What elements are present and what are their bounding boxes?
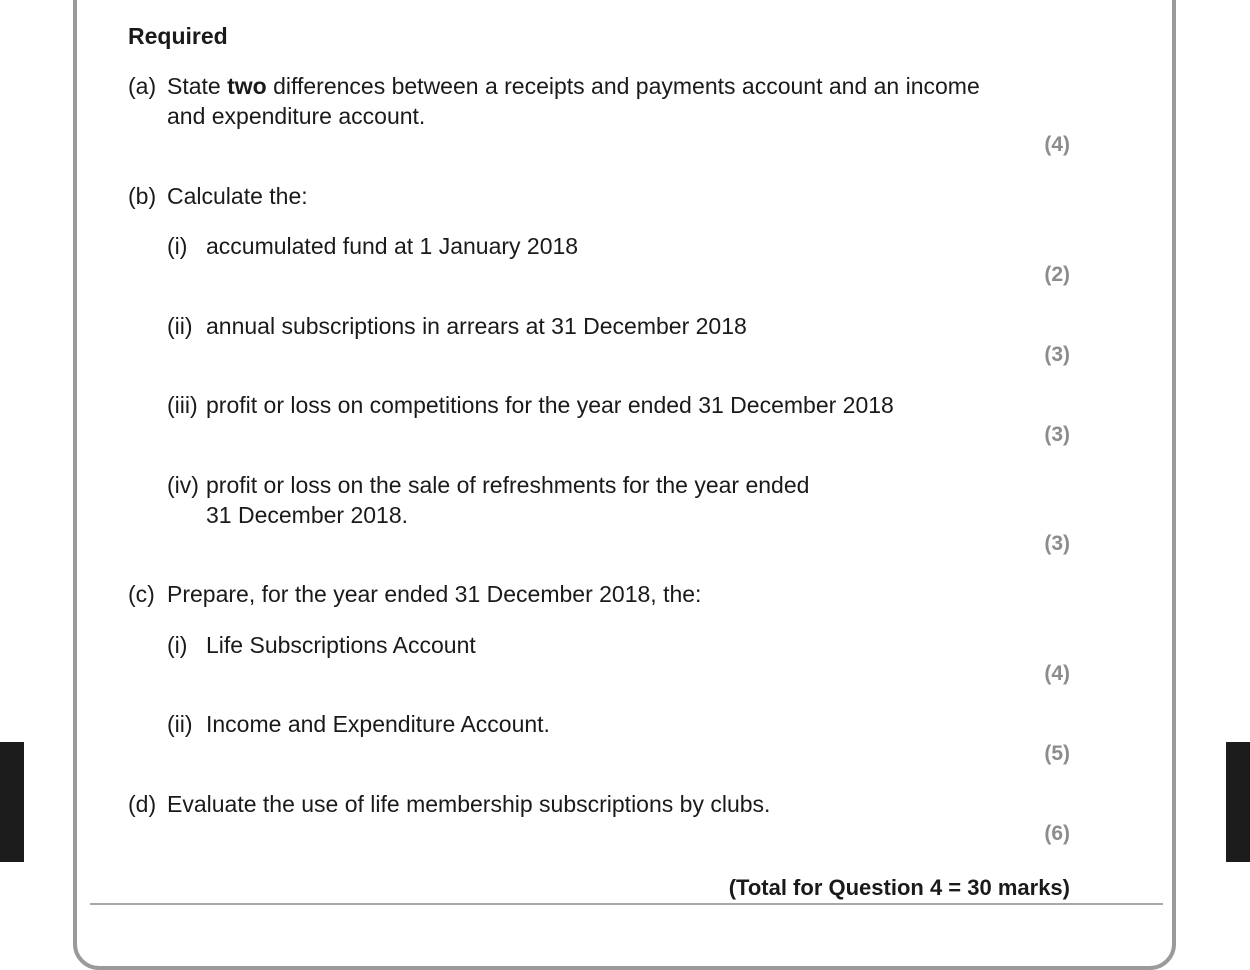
part-b-ii-label: (ii) (167, 313, 193, 339)
part-b-iii-text: profit or loss on competitions for the year ended 31 December 2018 (206, 392, 894, 418)
part-d-text: Evaluate the use of life membership subscriptions by clubs. (167, 791, 771, 817)
part-a-text-line1 (167, 71, 980, 101)
part-b-i-label: (i) (167, 233, 188, 259)
total-divider (90, 903, 1163, 905)
part-c-i-text: Life Subscriptions Account (206, 632, 476, 658)
part-b-i-text: accumulated fund at 1 January 2018 (206, 233, 579, 259)
part-a-text-post: differences between a receipts and payments account and an income (266, 73, 980, 99)
part-c-ii-marks: (5) (1044, 742, 1070, 765)
part-b-ii-text: annual subscriptions in arrears at 31 December 2018 (206, 313, 747, 339)
question-total: (Total for Question 4 = 30 marks) (728, 875, 1070, 900)
left-margin-marker (0, 742, 24, 862)
part-c-i-marks: (4) (1044, 662, 1070, 685)
part-a-label: (a) (128, 73, 157, 99)
part-c-text: Prepare, for the year ended 31 December 2018, the: (167, 581, 702, 607)
right-margin-marker (1226, 742, 1250, 862)
part-d-label: (d) (128, 791, 157, 817)
part-b-iii-label: (iii) (167, 392, 198, 418)
part-b-ii-marks: (3) (1044, 343, 1070, 366)
part-a-text-line2: and expenditure account. (167, 103, 426, 129)
part-b-text: Calculate the: (167, 183, 308, 209)
part-a-text-bold: two (227, 73, 267, 99)
part-b-i-marks: (2) (1044, 263, 1070, 286)
part-c-label: (c) (128, 581, 155, 607)
part-d-marks: (6) (1044, 822, 1070, 845)
part-a-text-pre: State (167, 73, 228, 99)
part-b-iv-text-line2: 31 December 2018. (206, 502, 409, 528)
part-a-marks: (4) (1044, 133, 1070, 156)
part-c-ii-label: (ii) (167, 711, 193, 737)
part-c-i-label: (i) (167, 632, 188, 658)
part-b-label: (b) (128, 183, 157, 209)
part-b-iii-marks: (3) (1044, 423, 1070, 446)
part-b-iv-text-line1: profit or loss on the sale of refreshments for the year ended (206, 472, 810, 498)
required-heading: Required (128, 23, 228, 49)
part-c-ii-text: Income and Expenditure Account. (206, 711, 550, 737)
part-b-iv-marks: (3) (1044, 532, 1070, 555)
part-b-iv-label: (iv) (167, 472, 199, 498)
